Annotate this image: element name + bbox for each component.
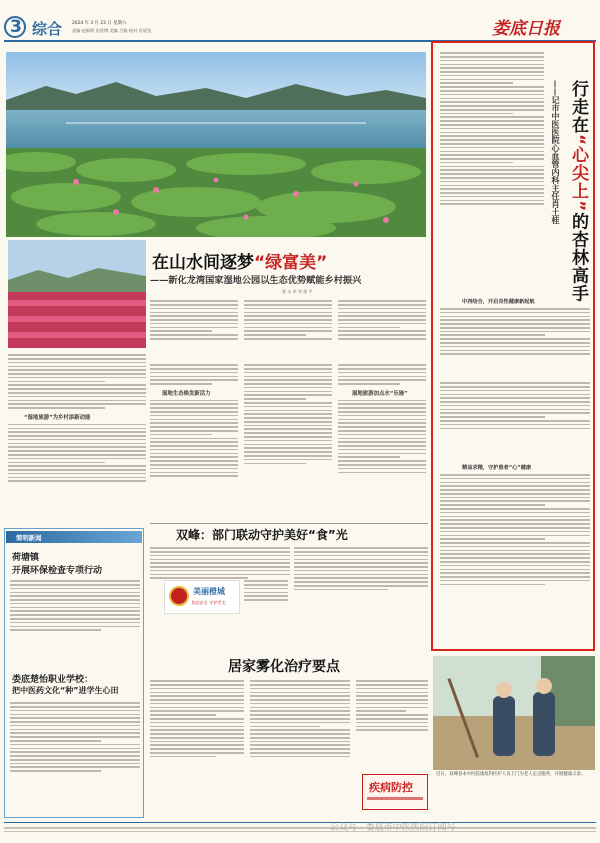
lead-body-col4 — [8, 352, 146, 522]
disease-control-badge — [362, 774, 428, 810]
emblem-icon — [169, 586, 189, 606]
badge-title: 疾病防控 — [369, 781, 413, 794]
footer-rule — [4, 822, 596, 823]
shuangfeng-body-col3 — [294, 545, 428, 617]
brief-item1-title-line2: 开展环保检查专项行动 — [12, 566, 103, 576]
brief-item2-body — [10, 700, 140, 814]
feature-body-col2 — [440, 380, 590, 460]
health-body-col1 — [150, 678, 244, 816]
brief-item2-title-line2: 把中医药文化“种”进学生心田 — [12, 686, 119, 695]
editors-line: 责编 赵新明 田兆博 美编 吕雅 校对 肖望龙 — [72, 28, 152, 33]
page-header — [0, 0, 600, 44]
lead-body-col6 — [244, 362, 332, 522]
lead-section-head2: “湿地旅游”为乡村添新动能 — [24, 414, 91, 421]
health-photo-caption: 近日，双峰县本中医院康复科医护人员上门为老人定点服务，开展健康义诊。 — [436, 772, 586, 777]
field-inset-photo — [8, 240, 146, 348]
health-body-col3 — [356, 678, 428, 768]
brief-news-banner-label: 简明新闻 — [16, 534, 42, 542]
feature-body-col1 — [440, 296, 590, 378]
lead-section-head3: 湿地旅游加点水“乐施” — [352, 390, 408, 397]
lead-byline: 曹 永 华 刘 建 平 — [282, 289, 313, 294]
health-visit-photo — [433, 656, 595, 770]
masthead: 娄底日报 — [492, 19, 560, 39]
feature-section-head1: 中西结合，开启良性健康新起航 — [462, 299, 535, 305]
logo-slogan: 食品安全 守护舌尖 — [191, 600, 226, 605]
badge-stripe — [367, 797, 423, 800]
lead-title-quote: “绿富美” — [254, 253, 328, 273]
feature-title-quote: “心尖上” — [568, 134, 588, 213]
feature-title-part2: 的杏林高手 — [568, 212, 588, 303]
feature-body-col3 — [440, 462, 590, 646]
lead-body-col5 — [150, 362, 238, 522]
lead-section-head1: 湿地生态焕发新活力 — [162, 390, 211, 397]
feature-intro-col — [440, 50, 544, 290]
shuangfeng-title-rule — [150, 523, 428, 524]
health-title: 居家雾化治疗要点 — [228, 659, 340, 675]
brief-item1-body — [10, 578, 140, 662]
lead-body-col1 — [150, 298, 238, 360]
wechat-watermark: 公众号 · 娄底市中医医院订阅号 — [330, 823, 456, 833]
brief-item1-title-line1: 荷塘镇 — [12, 553, 40, 563]
lead-title — [152, 248, 427, 273]
logo-title: 美丽橙城 — [193, 587, 225, 596]
feature-title — [563, 80, 591, 302]
issue-date: 2024 年 3 月 23 日 星期六 — [72, 21, 127, 26]
food-safety-logo — [164, 580, 240, 614]
footer-strip — [4, 825, 596, 841]
health-body-col2 — [250, 678, 350, 816]
brief-item2-title-line1: 娄底楚怡职业学校： — [12, 675, 94, 685]
lead-body-col3 — [338, 298, 426, 360]
section-name: 综合 — [32, 20, 63, 38]
lead-body-col7 — [338, 362, 426, 522]
shuangfeng-body-col2 — [244, 578, 288, 616]
lead-subtitle: ——新化龙湾国家湿地公园以生态优势赋能乡村振兴 — [150, 275, 362, 286]
feature-section-head2: 精益求精，守护患者“心”健康 — [462, 465, 532, 471]
wetland-photo — [6, 52, 426, 237]
page-number: 3 — [10, 17, 22, 37]
feature-subtitle: ——记市中医医院心血管内科主任肖土桂 — [551, 80, 560, 224]
shuangfeng-title: 双峰：部门联动守护美好“食”光 — [176, 528, 348, 542]
lead-title-main: 在山水间逐梦 — [152, 253, 254, 273]
lead-body-col2 — [244, 298, 332, 360]
feature-title-part1: 行走在 — [568, 80, 588, 134]
